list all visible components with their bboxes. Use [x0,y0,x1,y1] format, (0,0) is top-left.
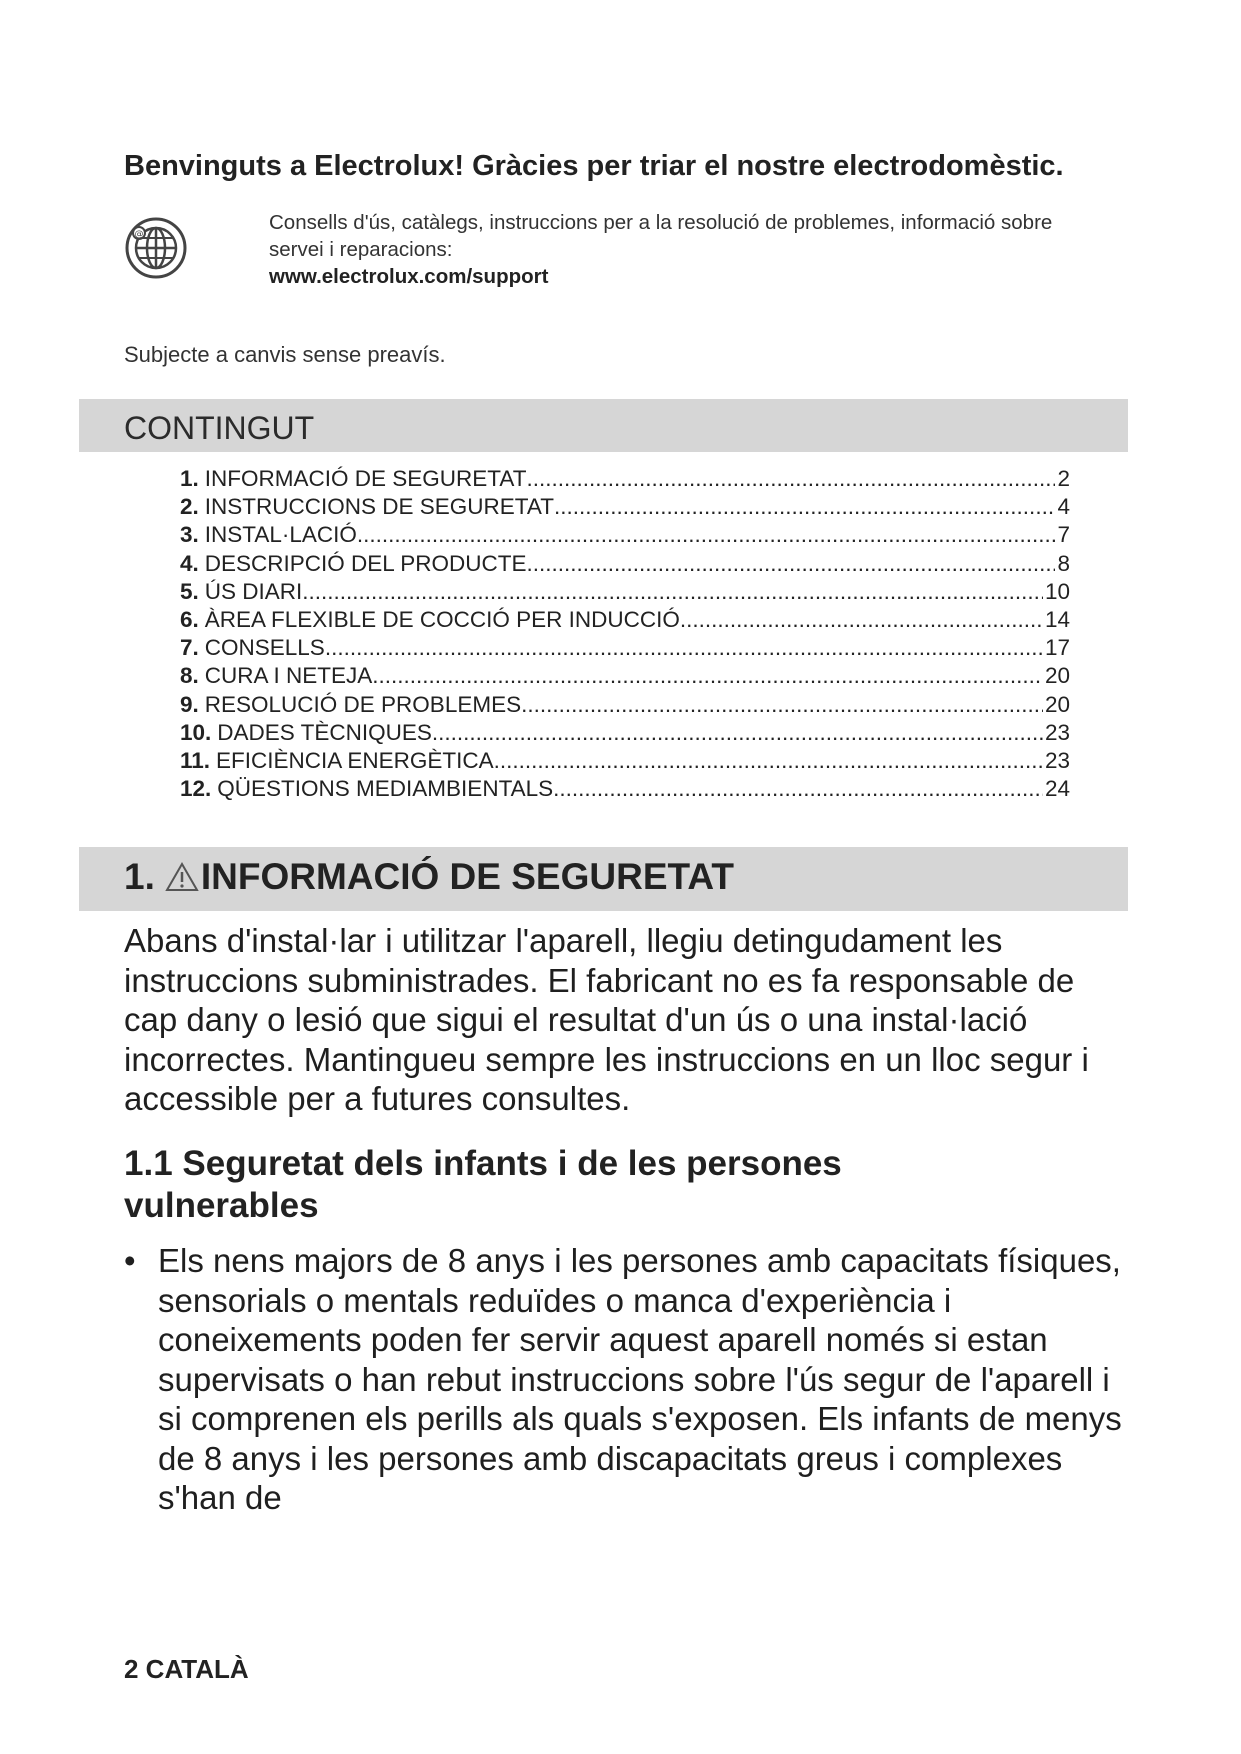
toc-page: 8 [1057,550,1070,576]
toc-label: CONSELLS [204,635,325,661]
toc-number: 10. [180,719,212,745]
toc-page: 20 [1044,691,1070,717]
toc-leader [526,466,1055,492]
toc-leader [553,776,1043,802]
toc-item[interactable] [180,522,1070,550]
toc-page: 23 [1044,747,1070,773]
section-title [124,856,734,898]
toc-page: 7 [1057,522,1070,548]
intro-paragraph: Abans d'instal·lar i utilitzar l'aparell, llegiu detingudament les instruccions subministrades. El fabricant no es fa responsable de cap dany o lesió que sigui el resultat d'un ús o una instal·lació incorrectes. Mantingueu sempre les instruccions en un lloc segur i accessible per a futures consultes. [124,922,1089,1117]
list-item [124,1241,1124,1518]
support-text: Consells d'ús, catàlegs, instruccions per a la resolució de problemes, informació sobre servei i reparacions: [269,211,1053,261]
globe-icon [124,216,188,280]
welcome-heading: Benvinguts a Electrolux! Gràcies per triar el nostre electrodomèstic. [124,150,1064,182]
toc-leader [432,720,1043,746]
toc-leader [526,551,1055,577]
toc-number: 12. [180,776,212,802]
bullet-icon: • [124,1242,136,1279]
toc-item[interactable] [180,663,1070,691]
toc-leader [494,748,1043,774]
toc-label: DESCRIPCIÓ DEL PRODUCTE [204,550,527,576]
toc-label: ÚS DIARI [204,578,303,604]
toc-number: 6. [180,606,199,632]
subsection-title: 1.1 Seguretat dels infants i de les persones vulnerables [124,1144,842,1225]
toc-item[interactable] [180,776,1070,804]
toc-leader [372,663,1043,689]
toc-item[interactable] [180,494,1070,522]
subject-note: Subjecte a canvis sense preavís. [124,342,446,367]
toc-page: 17 [1044,635,1070,661]
toc-page: 4 [1057,494,1070,520]
support-info [269,209,1099,290]
toc-label: ÀREA FLEXIBLE DE COCCIÓ PER INDUCCIÓ [204,606,680,632]
toc-label: RESOLUCIÓ DE PROBLEMES [204,691,522,717]
bullet-list [124,1241,1124,1518]
toc-label: CURA I NETEJA [204,663,373,689]
toc-leader [325,635,1043,661]
toc-item[interactable] [180,551,1070,579]
toc-number: 4. [180,550,199,576]
toc-page: 23 [1044,719,1070,745]
toc-number: 9. [180,691,199,717]
toc-label: INFORMACIÓ DE SEGURETAT [204,466,527,491]
toc-label: EFICIÈNCIA ENERGÈTICA [216,747,494,773]
toc-number: 11. [180,747,211,773]
toc-number: 2. [180,494,199,520]
toc-page: 2 [1057,466,1070,491]
toc-label: INSTAL·LACIÓ [204,522,357,548]
list-item-text: Els nens majors de 8 anys i les persones amb capacitats físiques, sensorials o mentals reduïdes o manca d'experiència i coneixements poden fer servir aquest aparell només si estan supervisats o han rebut instruccions sobre l'ús segur de l'aparell i si comprenen els perills als quals s'exposen. Els infants de menys de 8 anys i les persones amb discapacitats greus i complexes s'han de [158,1242,1122,1516]
toc-item[interactable] [180,692,1070,720]
toc-leader [357,522,1056,548]
toc-label: DADES TÈCNIQUES [217,719,432,745]
toc-item[interactable] [180,720,1070,748]
toc-leader [302,579,1043,605]
toc-page: 24 [1044,776,1070,802]
support-link[interactable]: www.electrolux.com/support [269,265,549,288]
toc-leader [554,494,1056,520]
toc-leader [680,607,1043,633]
toc-label: INSTRUCCIONS DE SEGURETAT [204,494,554,520]
toc-item[interactable] [180,607,1070,635]
toc-number: 5. [180,578,199,604]
toc-number: 7. [180,635,199,661]
toc-page: 20 [1044,663,1070,689]
toc-label: QÜESTIONS MEDIAMBIENTALS [217,776,554,802]
toc-page: 14 [1044,606,1070,632]
toc-page: 10 [1044,578,1070,604]
toc-number: 1. [180,466,199,491]
toc-number: 3. [180,522,199,548]
warning-icon [165,861,199,893]
toc-item[interactable] [180,466,1070,494]
table-of-contents [180,466,1070,804]
svg-text:@: @ [134,229,144,240]
toc-number: 8. [180,663,199,689]
page-footer: 2 CATALÀ [124,1654,249,1684]
toc-item[interactable] [180,748,1070,776]
toc-leader [521,692,1043,718]
contents-title: CONTINGUT [124,410,315,446]
toc-item[interactable] [180,579,1070,607]
section-number: 1. [124,856,155,897]
toc-item[interactable] [180,635,1070,663]
section-title-text: INFORMACIÓ DE SEGURETAT [200,856,734,897]
